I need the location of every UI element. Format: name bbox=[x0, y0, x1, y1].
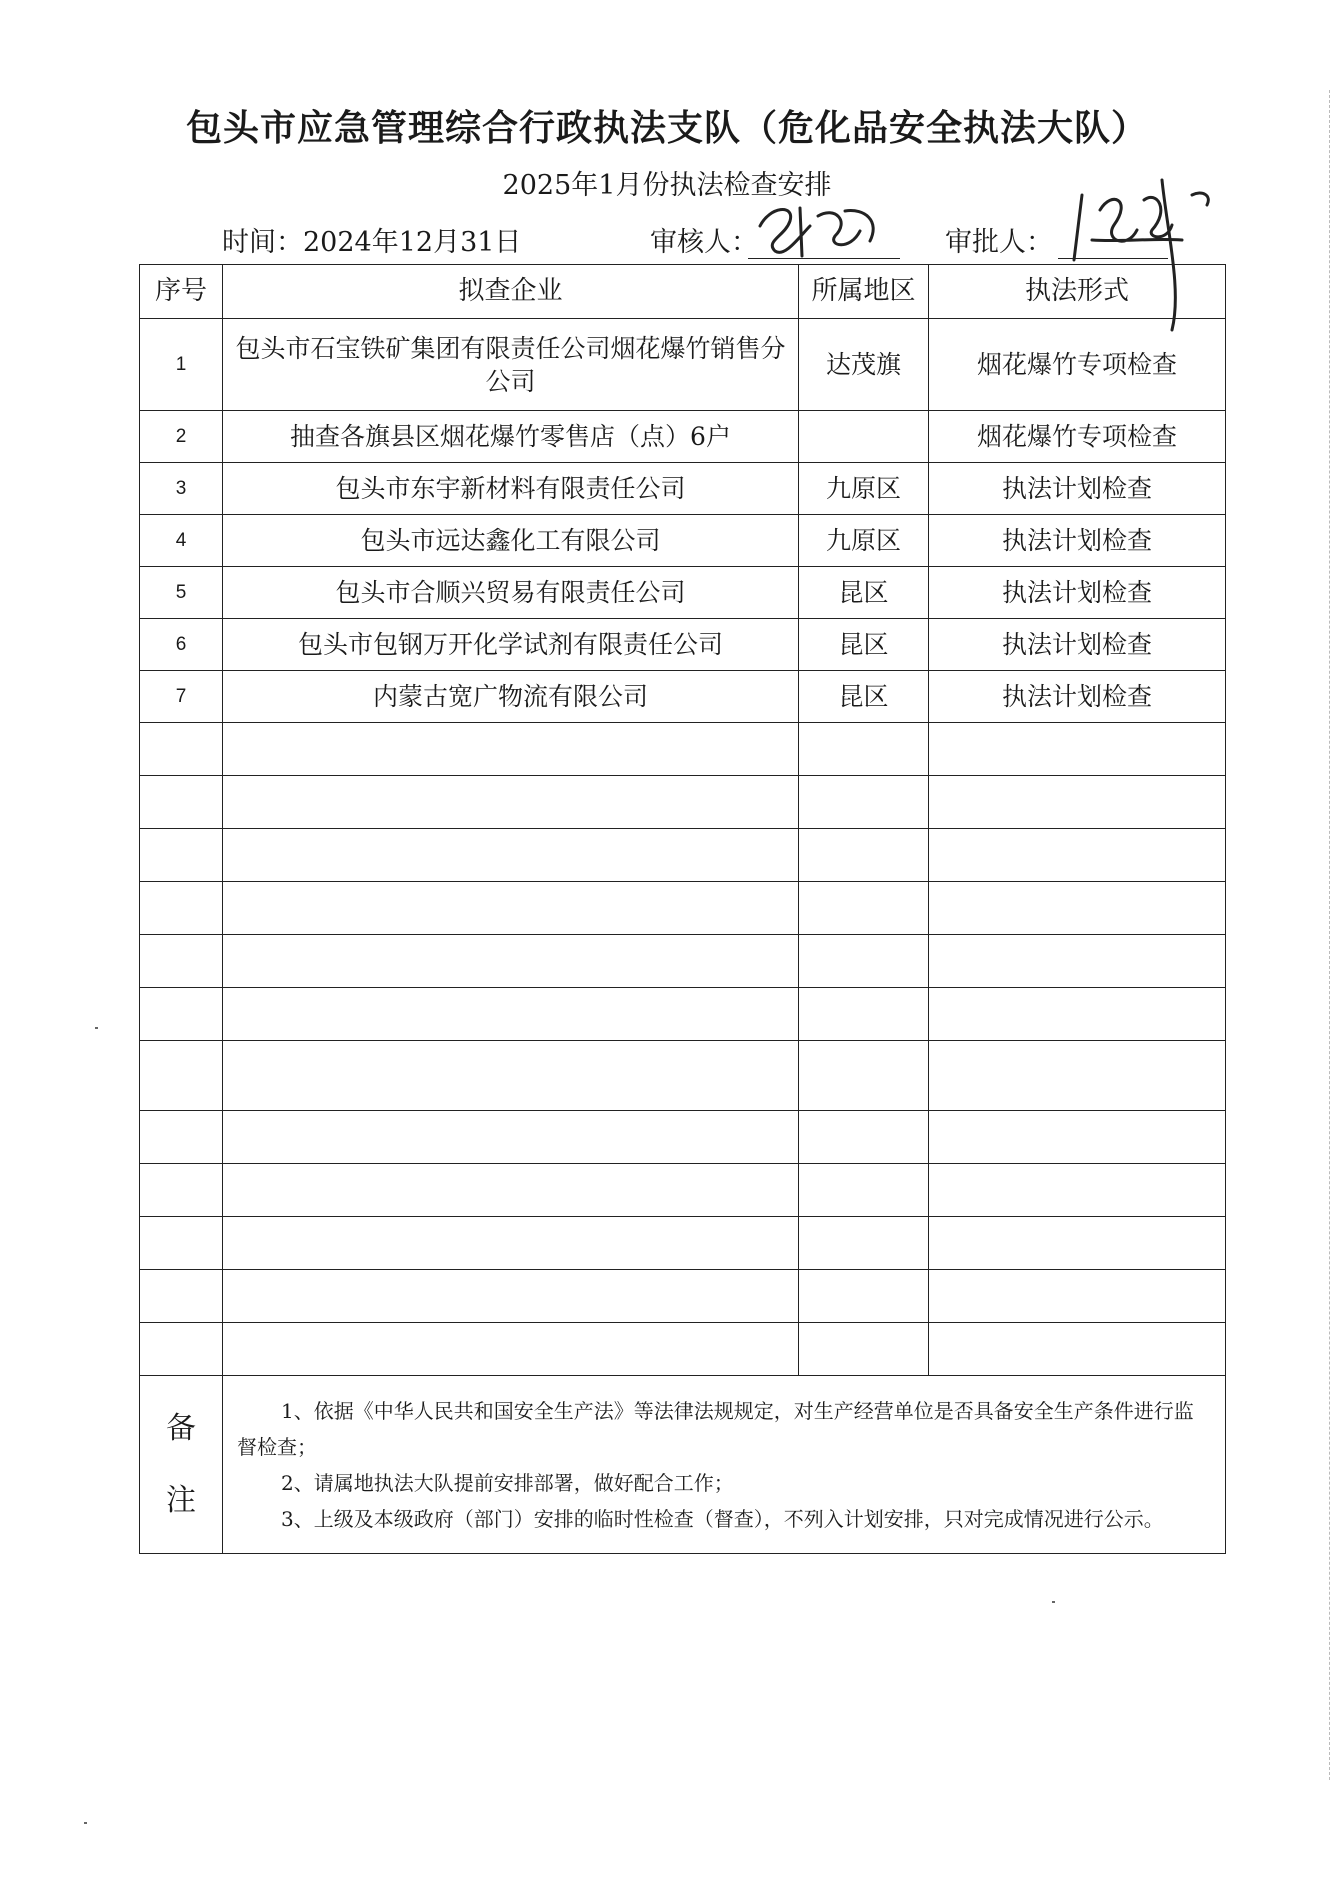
empty-row bbox=[140, 1323, 1226, 1376]
header-region: 所属地区 bbox=[799, 265, 929, 319]
row-region: 昆区 bbox=[799, 567, 929, 619]
reviewer-signature bbox=[740, 196, 900, 266]
table-row bbox=[140, 411, 1226, 463]
row-no: 2 bbox=[140, 411, 223, 463]
empty-row bbox=[140, 1041, 1226, 1111]
empty-row bbox=[140, 723, 1226, 776]
scan-edge bbox=[1329, 90, 1334, 1780]
header-form: 执法形式 bbox=[929, 265, 1226, 319]
row-region: 昆区 bbox=[799, 619, 929, 671]
table-row bbox=[140, 671, 1226, 723]
row-company: 抽查各旗县区烟花爆竹零售店（点）6户 bbox=[223, 411, 799, 463]
row-no: 6 bbox=[140, 619, 223, 671]
table-row bbox=[140, 463, 1226, 515]
row-company: 包头市东宇新材料有限责任公司 bbox=[223, 463, 799, 515]
row-no: 4 bbox=[140, 515, 223, 567]
document-title: 包头市应急管理综合行政执法支队（危化品安全执法大队） bbox=[185, 108, 1148, 149]
row-no: 3 bbox=[140, 463, 223, 515]
notes-label-top: 备 bbox=[166, 1410, 196, 1446]
row-company: 包头市包钢万开化学试剂有限责任公司 bbox=[223, 619, 799, 671]
empty-row bbox=[140, 1164, 1226, 1217]
scan-speck bbox=[84, 1822, 87, 1824]
note-item: 3、上级及本级政府（部门）安排的临时性检查（督查），不列入计划安排，只对完成情况进行公示。 bbox=[281, 1506, 1164, 1531]
empty-row bbox=[140, 988, 1226, 1041]
row-form: 执法计划检查 bbox=[929, 567, 1226, 619]
row-form: 执法计划检查 bbox=[929, 515, 1226, 567]
row-region: 达茂旗 bbox=[799, 319, 929, 411]
row-company: 包头市远达鑫化工有限公司 bbox=[223, 515, 799, 567]
row-form: 烟花爆竹专项检查 bbox=[929, 319, 1226, 411]
table-header-row bbox=[140, 265, 1226, 319]
scan-speck bbox=[95, 1027, 98, 1029]
notes-content bbox=[223, 1376, 1226, 1554]
row-region: 九原区 bbox=[799, 463, 929, 515]
row-region: 九原区 bbox=[799, 515, 929, 567]
empty-row bbox=[140, 1270, 1226, 1323]
reviewer-label: 审核人： bbox=[650, 227, 758, 258]
row-no: 1 bbox=[140, 319, 223, 411]
empty-row bbox=[140, 882, 1226, 935]
row-form: 执法计划检查 bbox=[929, 463, 1226, 515]
table-row bbox=[140, 567, 1226, 619]
table-row bbox=[140, 619, 1226, 671]
empty-row bbox=[140, 776, 1226, 829]
row-form: 烟花爆竹专项检查 bbox=[929, 411, 1226, 463]
table-row bbox=[140, 319, 1226, 411]
notes-label bbox=[140, 1376, 223, 1554]
note-item: 1、依据《中华人民共和国安全生产法》等法律法规规定，对生产经营单位是否具备安全生产条件进行监督检查； bbox=[237, 1398, 1194, 1459]
empty-row bbox=[140, 1111, 1226, 1164]
scan-speck bbox=[1052, 1601, 1055, 1603]
row-form: 执法计划检查 bbox=[929, 671, 1226, 723]
header-no: 序号 bbox=[140, 265, 223, 319]
date-line: 时间：2024年12月31日 bbox=[222, 227, 522, 258]
table-row bbox=[140, 515, 1226, 567]
row-company: 包头市合顺兴贸易有限责任公司 bbox=[223, 567, 799, 619]
row-form: 执法计划检查 bbox=[929, 619, 1226, 671]
row-company: 包头市石宝铁矿集团有限责任公司烟花爆竹销售分公司 bbox=[223, 319, 799, 411]
empty-row bbox=[140, 829, 1226, 882]
document-subtitle: 2025年1月份执法检查安排 bbox=[502, 170, 832, 201]
row-region: 昆区 bbox=[799, 671, 929, 723]
empty-row bbox=[140, 1217, 1226, 1270]
row-no: 5 bbox=[140, 567, 223, 619]
approver-label: 审批人： bbox=[945, 227, 1053, 258]
empty-row bbox=[140, 935, 1226, 988]
notes-row bbox=[140, 1376, 1226, 1554]
notes-label-bottom: 注 bbox=[166, 1482, 196, 1518]
row-no: 7 bbox=[140, 671, 223, 723]
row-region bbox=[799, 411, 929, 463]
header-company: 拟查企业 bbox=[223, 265, 799, 319]
inspection-plan-table bbox=[139, 264, 1226, 1554]
row-company: 内蒙古宽广物流有限公司 bbox=[223, 671, 799, 723]
note-item: 2、请属地执法大队提前安排部署，做好配合工作； bbox=[281, 1470, 734, 1495]
